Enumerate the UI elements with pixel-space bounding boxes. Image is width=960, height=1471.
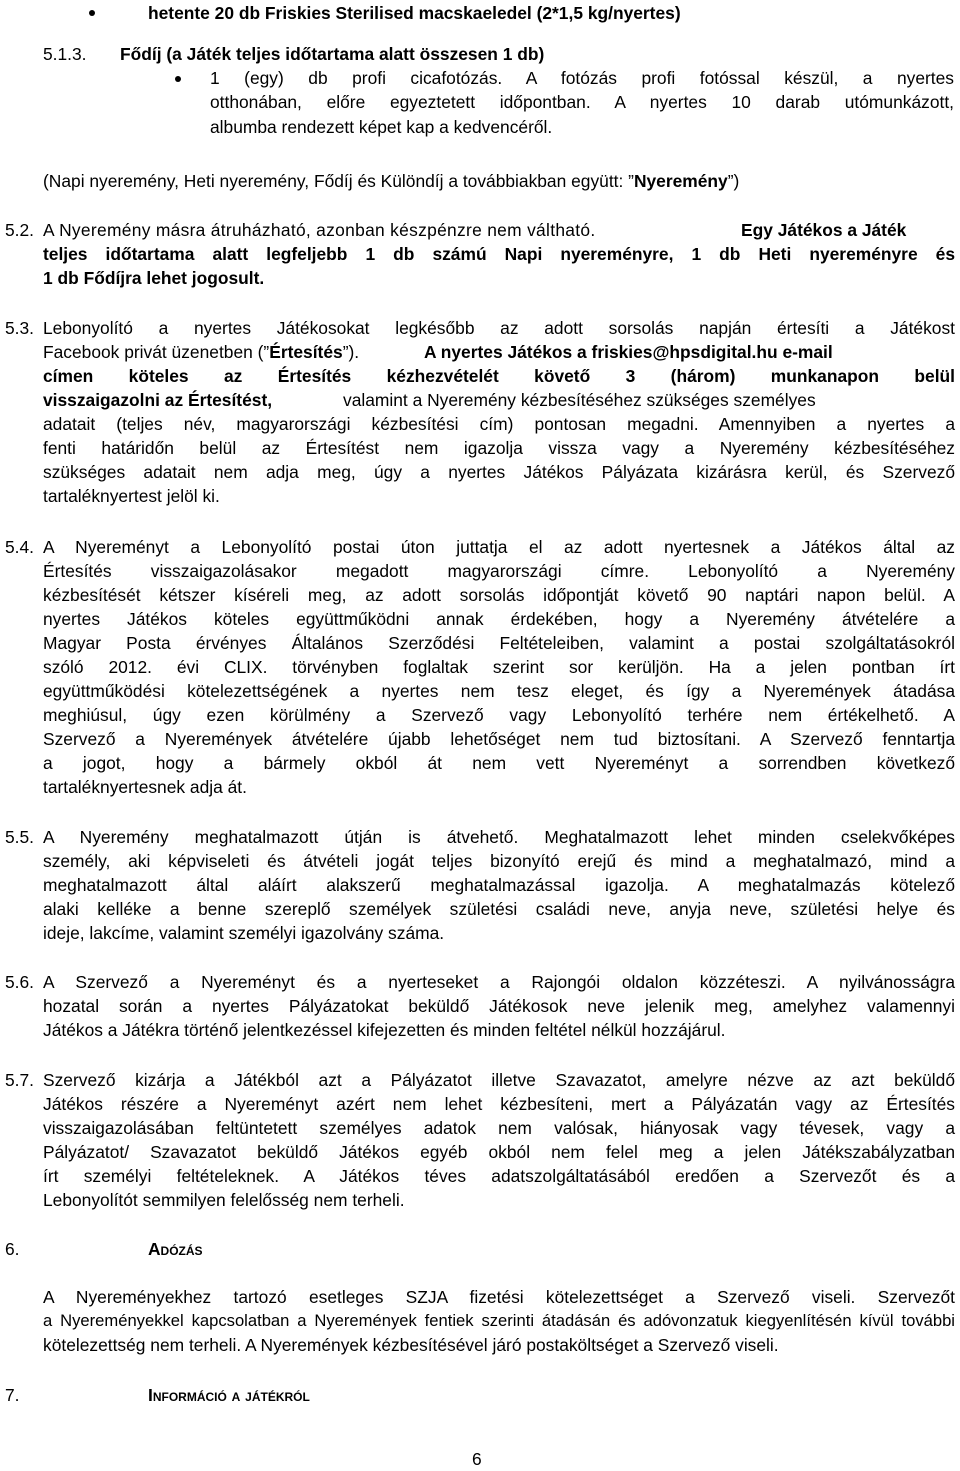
section-text: valamint a Nyeremény kézbesítéséhez szükséges személyes — [343, 390, 816, 410]
section-text: Játékos a Játékra történő jelentkezéssel kifejezetten és minden feltétel nélkül hozzájárul. — [43, 1020, 726, 1040]
section-text: a jogot, hogy a bármely okból át nem vett Nyereményt a sorrendben következő — [43, 753, 955, 773]
section-title: Fődíj (a Játék teljes időtartama alatt összesen 1 db) — [120, 44, 545, 64]
section-text: nyertes Játékos köteles együttműködni annak érdekében, hogy a Nyeremény átvételére a — [43, 609, 955, 629]
section-text: tartaléknyertesnek adja át. — [43, 777, 247, 797]
chapter-text: A Nyereményekhez tartozó esetleges SZJA fizetési kötelezettséget a Szervező viseli. Szervezőt — [43, 1287, 955, 1307]
section-number: 5.7. — [5, 1070, 35, 1090]
bullet-text: otthonában, előre egyeztetett időpontban. A nyertes 10 darab utómunkázott, — [210, 92, 954, 112]
section-text: kézbesítését kétszer kíséreli meg, az adott sorsolás időpontját követő 90 naptári napon belül. A — [43, 585, 955, 605]
chapter-title: Információ a játékról — [148, 1385, 310, 1405]
section-text: együttműködési kötelezettségének a nyertes nem tesz eleget, és így a Nyeremények átadása — [43, 681, 955, 701]
section-text: személy, aki képviseleti és átvételi jogát teljes bizonyító erejű és mind a meghatalmazó, mind a — [43, 851, 955, 871]
section-text: Lebonyolító a nyertes Játékosokat legkésőbb az adott sorsolás napján értesíti a Játékost — [43, 318, 955, 338]
section-text: Facebook privát üzenetben (”Értesítés”). — [43, 342, 360, 362]
section-text: tartaléknyertest jelöl ki. — [43, 486, 220, 506]
section-number: 5.1.3. — [43, 44, 87, 64]
section-text-bold: Egy Játékos a Játék — [741, 220, 907, 240]
section-text: Értesítés visszaigazolásakor megadott magyarországi címre. Lebonyolító a Nyeremény — [43, 561, 955, 581]
chapter-number: 6. — [5, 1239, 20, 1259]
section-text: Szervező kizárja a Játékból azt a Pályázatot illetve Szavazatot, amelyre nézve az azt beküldő — [43, 1070, 955, 1090]
section-number: 5.4. — [5, 537, 35, 557]
section-text-bold: A nyertes Játékos a friskies@hpsdigital.hu e-mail — [424, 342, 833, 362]
section-text: Lebonyolítót semmilyen felelősség nem terheli. — [43, 1190, 405, 1210]
section-text-bold: teljes időtartama alatt legfeljebb 1 db számú Napi nyereményre, 1 db Heti nyereményre és — [43, 244, 955, 264]
section-text: visszaigazolni az Értesítést, — [43, 390, 273, 410]
section-text: szóló 2012. évi CLIX. törvényben foglaltak szerint sor kerüljön. Ha a jelen pontban írt — [43, 657, 955, 677]
section-text: A Szervező a Nyereményt és a nyerteseket a Rajongói oldalon közzéteszi. A nyilvánosságra — [43, 972, 955, 992]
bullet-text: 1 (egy) db profi cicafotózás. A fotózás profi fotóssal készül, a nyertes — [210, 68, 954, 88]
page-number: 6 — [472, 1449, 482, 1469]
bullet-prize-weekly: hetente 20 db Friskies Sterilised macskaeledel (2*1,5 kg/nyertes) — [148, 3, 681, 23]
section-text-bold: címen köteles az Értesítés kézhezvételét követő 3 (három) munkanapon belül — [43, 366, 955, 386]
section-text: Magyar Posta érvényes Általános Szerződési Feltételeiben, valamint a postai szolgáltatásokról — [43, 633, 955, 653]
section-text: fenti határidőn belül az Értesítést nem igazolja vissza vagy a Nyeremény kézbesítéséhez — [43, 438, 955, 458]
section-number: 5.6. — [5, 972, 35, 992]
section-text: visszaigazolásában feltüntetett személyes adatok nem valósak, hiányosak vagy tévesek, vagy a — [43, 1118, 955, 1138]
section-text-bold: 1 db Fődíjra lehet jogosult. — [43, 268, 265, 288]
section-text: A Nyereményt a Lebonyolító postai úton juttatja el az adott nyertesnek a Játékos által az — [43, 537, 955, 557]
prize-definition: (Napi nyeremény, Heti nyeremény, Fődíj és Különdíj a továbbiakban együtt: ”Nyeremény”) — [43, 171, 740, 191]
chapter-number: 7. — [5, 1385, 20, 1405]
chapter-title: Adózás — [148, 1239, 203, 1259]
bullet-dot — [89, 10, 95, 16]
section-text: hozatal során a nyertes Pályázatokat beküldő Játékosok neve jelenik meg, amelyhez valamennyi — [43, 996, 955, 1016]
section-text: meghatalmazott által aláírt alakszerű meghatalmazással igazolja. A meghatalmazás kötelező — [43, 875, 955, 895]
section-number: 5.2. — [5, 220, 35, 240]
chapter-text: kötelezettség nem terheli. A Nyeremények kézbesítésével járó postaköltséget a Szervező viseli. — [43, 1335, 779, 1355]
section-text: alaki kelléke a benne szereplő személyek születési családi neve, anyja neve, születési helye és — [43, 899, 955, 919]
section-text: Játékos részére a Nyereményt azért nem lehet kézbesíteni, mert a Pályázatán vagy az Értesítés — [43, 1094, 955, 1114]
section-text: Pályázatot/ Szavazatot beküldő Játékos egyéb okból nem felel meg a jelen Játékszabályzatban — [43, 1142, 955, 1162]
section-number: 5.3. — [5, 318, 35, 338]
section-text: A Nyeremény meghatalmazott útján is átvehető. Meghatalmazott lehet minden cselekvőképes — [43, 827, 955, 847]
section-number: 5.5. — [5, 827, 35, 847]
section-text: szükséges adatait nem adja meg, úgy a nyertes Játékos Pályázata kizárásra kerül, és Szervező — [43, 462, 955, 482]
section-text: meghiúsul, úgy ezen körülmény a Szervező vagy Lebonyolító terhére nem értékelhető. A — [43, 705, 955, 725]
section-text: írt személyi feltételeknek. A Játékos téves adatszolgáltatásából eredően a Szervezőt és a — [43, 1166, 955, 1186]
section-text: ideje, lakcíme, valamint személyi igazolvány száma. — [43, 923, 445, 943]
section-text: Szervező a Nyeremények átvételére újabb lehetőséget nem tud biztosítani. A Szervező fenntartja — [43, 729, 955, 749]
section-text: adatait (teljes név, magyarországi kézbesítési cím) pontosan megadni. Amennyiben a nyertes a — [43, 414, 955, 434]
bullet-dot — [175, 76, 181, 82]
chapter-text: a Nyereményekkel kapcsolatban a Nyeremények fentiek szerinti átadásán és adóvonzatuk kiegyenlítésén kívül további — [43, 1311, 955, 1330]
bullet-text: albumba rendezett képet kap a kedvencéről. — [210, 117, 553, 137]
section-text: A Nyeremény másra átruházható, azonban készpénzre nem váltható. — [43, 220, 596, 240]
